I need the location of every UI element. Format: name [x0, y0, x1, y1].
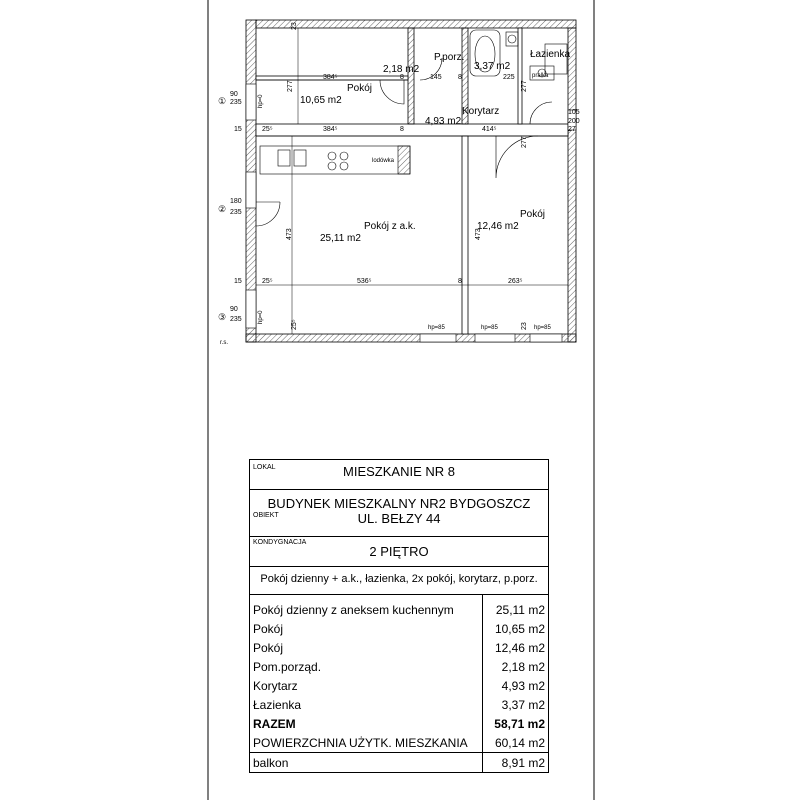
window-markers	[218, 96, 226, 322]
dimension-value: 473	[286, 228, 293, 240]
title-block	[249, 459, 549, 773]
sill-height-label: hp=85	[481, 325, 498, 331]
area-row-value: 12,46 m2	[494, 640, 545, 655]
annotation-labels	[220, 73, 552, 346]
area-row-label: Pokój dzienny z aneksem kuchennym	[253, 602, 454, 617]
dimension-value: 180	[230, 198, 242, 205]
description-section	[249, 566, 549, 594]
area-row-label: balkon	[253, 755, 289, 770]
lokal-tag: LOKAL	[253, 464, 276, 471]
sill-height-label: hp=0	[258, 310, 264, 324]
window-marker: ②	[218, 204, 227, 214]
room-name: P.porz.	[434, 52, 465, 63]
dimension-value: 473	[475, 228, 482, 240]
lokal-value: MIESZKANIE NR 8	[343, 464, 455, 479]
room-name: Łazienka	[530, 49, 571, 60]
dimension-value: 23	[521, 322, 528, 330]
area-row	[250, 733, 548, 752]
room-area: 12,46 m2	[477, 221, 519, 232]
dimension-value: 277	[521, 80, 528, 92]
dimension-value: 27	[568, 126, 576, 133]
dimension-value: 15	[234, 126, 242, 133]
lokal-section	[249, 459, 549, 489]
area-row-label: Pokój	[253, 640, 284, 655]
room-area: 2,18 m2	[383, 64, 420, 75]
kondygnacja-value: 2 PIĘTRO	[369, 544, 429, 559]
dimension-value: 90	[230, 306, 238, 313]
room-name: Pokój	[520, 209, 546, 220]
obiekt-tag: OBIEKT	[253, 512, 279, 519]
area-row	[250, 752, 548, 772]
dimension-value: 263⁵	[508, 278, 523, 285]
window-marker: ①	[218, 96, 227, 106]
dimension-value: 105	[568, 109, 580, 116]
obiekt-line2: UL. BEŁZY 44	[357, 511, 441, 526]
area-row-label: RAZEM	[253, 716, 296, 731]
dimension-value: 8	[458, 74, 462, 81]
area-row-value: 10,65 m2	[494, 621, 545, 636]
area-row-value: 60,14 m2	[494, 735, 545, 750]
sill-height-label: hp=85	[534, 325, 551, 331]
door-swings	[256, 58, 552, 226]
area-row	[250, 657, 548, 676]
dimension-value: 235	[230, 99, 242, 106]
dimension-value: 536⁵	[357, 278, 372, 285]
pralka-label: pralka	[532, 73, 549, 79]
area-row-value: 4,93 m2	[501, 678, 545, 693]
dimension-value: 8	[400, 126, 404, 133]
dimension-value: 200	[568, 118, 580, 125]
room-area: 3,37 m2	[474, 61, 511, 72]
area-row-label: Korytarz	[253, 678, 298, 693]
sill-height-label: hp=85	[428, 325, 445, 331]
area-row-value: 25,11 m2	[495, 602, 545, 617]
sill-height-label: hp=0	[258, 94, 264, 108]
room-name: Pokój z a.k.	[364, 221, 416, 232]
window-marker: ③	[218, 312, 227, 322]
area-row-label: POWIERZCHNIA UŻYTK. MIESZKANIA	[253, 735, 468, 750]
dimension-value: 235	[230, 209, 242, 216]
area-row	[250, 714, 548, 733]
dimension-value: 225	[503, 74, 515, 81]
area-row	[250, 619, 548, 638]
dimension-value: 8	[458, 278, 462, 285]
area-row-value: 3,37 m2	[501, 697, 545, 712]
area-row-value: 58,71 m2	[494, 716, 545, 731]
area-row	[250, 676, 548, 695]
dimension-value: 23	[291, 22, 298, 30]
fridge-label: lodówka	[372, 158, 395, 164]
dimension-value: 414⁵	[482, 126, 497, 133]
dimension-value: 25⁵	[262, 126, 273, 133]
area-row	[250, 638, 548, 657]
dimension-value: 8	[400, 74, 404, 81]
rs-label: r.s.	[220, 340, 229, 346]
areas-table	[249, 594, 549, 773]
room-area: 4,93 m2	[425, 116, 462, 127]
column-divider	[482, 595, 483, 772]
room-area: 25,11 m2	[320, 233, 361, 244]
apartment-description: Pokój dzienny + a.k., łazienka, 2x pokój, korytarz, p.porz.	[260, 573, 538, 585]
area-row-value: 8,91 m2	[501, 755, 545, 770]
room-name: Korytarz	[462, 106, 500, 117]
area-row-label: Łazienka	[253, 697, 302, 712]
obiekt-section	[249, 489, 549, 536]
dimension-value: 235	[230, 316, 242, 323]
dimension-value: 384⁵	[323, 74, 338, 81]
kondygnacja-tag: KONDYGNACJA	[253, 539, 307, 546]
dimension-value: 15	[234, 278, 242, 285]
dimension-value: 25⁵	[262, 278, 273, 285]
dimension-value: 90	[230, 91, 238, 98]
dimension-value: 277	[521, 136, 528, 148]
dimension-value: 384⁵	[323, 126, 338, 133]
area-row	[250, 695, 548, 714]
area-row-label: Pokój	[253, 621, 284, 636]
dimension-value: 277	[287, 80, 294, 92]
room-name: Pokój	[347, 83, 373, 94]
kondygnacja-section	[249, 536, 549, 566]
area-row-label: Pom.porząd.	[253, 659, 322, 674]
dimension-value: 25⁵	[291, 319, 298, 330]
dimension-value: 145	[430, 74, 442, 81]
room-area: 10,65 m2	[300, 95, 342, 106]
area-row	[250, 600, 548, 619]
obiekt-line1: BUDYNEK MIESZKALNY NR2 BYDGOSZCZ	[267, 496, 531, 511]
area-row-value: 2,18 m2	[501, 659, 545, 674]
